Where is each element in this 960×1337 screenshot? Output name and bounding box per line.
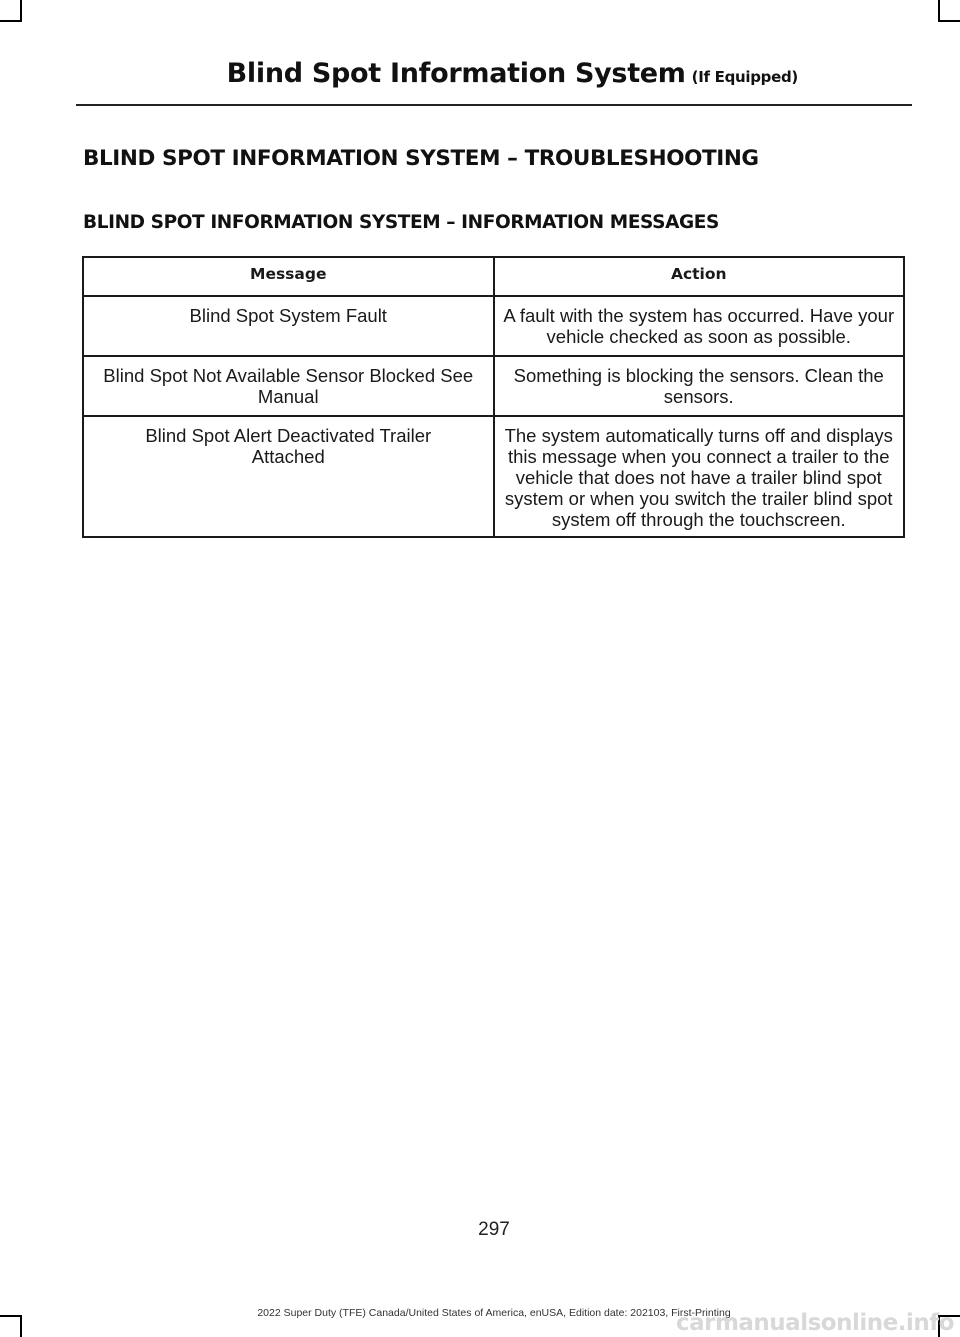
table-row <box>83 296 904 356</box>
crop-mark-top-right <box>938 0 940 22</box>
subsection-heading: BLIND SPOT INFORMATION SYSTEM – INFORMATION MESSAGES <box>83 212 719 233</box>
crop-mark-top-left <box>0 20 20 22</box>
section-heading: BLIND SPOT INFORMATION SYSTEM – TROUBLESHOOTING <box>83 146 759 171</box>
page-number: 297 <box>478 1219 510 1240</box>
watermark: carmanualsonline.info <box>675 1310 954 1336</box>
table-header-row <box>83 257 904 296</box>
message-cell: Blind Spot Not Available Sensor Blocked See Manual <box>83 356 494 416</box>
column-header-message: Message <box>83 257 494 296</box>
column-header-action: Action <box>494 257 905 296</box>
action-cell: A fault with the system has occurred. Have your vehicle checked as soon as possible. <box>494 296 905 356</box>
crop-mark-top-right <box>940 20 960 22</box>
message-cell: Blind Spot Alert Deactivated Trailer Attached <box>83 416 494 537</box>
header-title-text: Blind Spot Information System <box>226 58 686 89</box>
header-title-suffix: (If Equipped) <box>691 68 798 86</box>
header-divider <box>76 104 912 106</box>
action-cell: Something is blocking the sensors. Clean the sensors. <box>494 356 905 416</box>
page-header-title <box>227 58 798 89</box>
information-messages-table <box>82 256 905 538</box>
table-row <box>83 356 904 416</box>
action-cell: The system automatically turns off and displays this message when you connect a trailer to the vehicle that does not have a trailer blind spot system or when you switch the trailer blind spot system off through the touchscreen. <box>494 416 905 537</box>
crop-mark-top-left <box>20 0 22 22</box>
footer-edition-info: 2022 Super Duty (TFE) Canada/United States of America, enUSA, Edition date: 202103, First-Printing <box>257 1307 731 1319</box>
table-row <box>83 416 904 537</box>
message-cell: Blind Spot System Fault <box>83 296 494 356</box>
